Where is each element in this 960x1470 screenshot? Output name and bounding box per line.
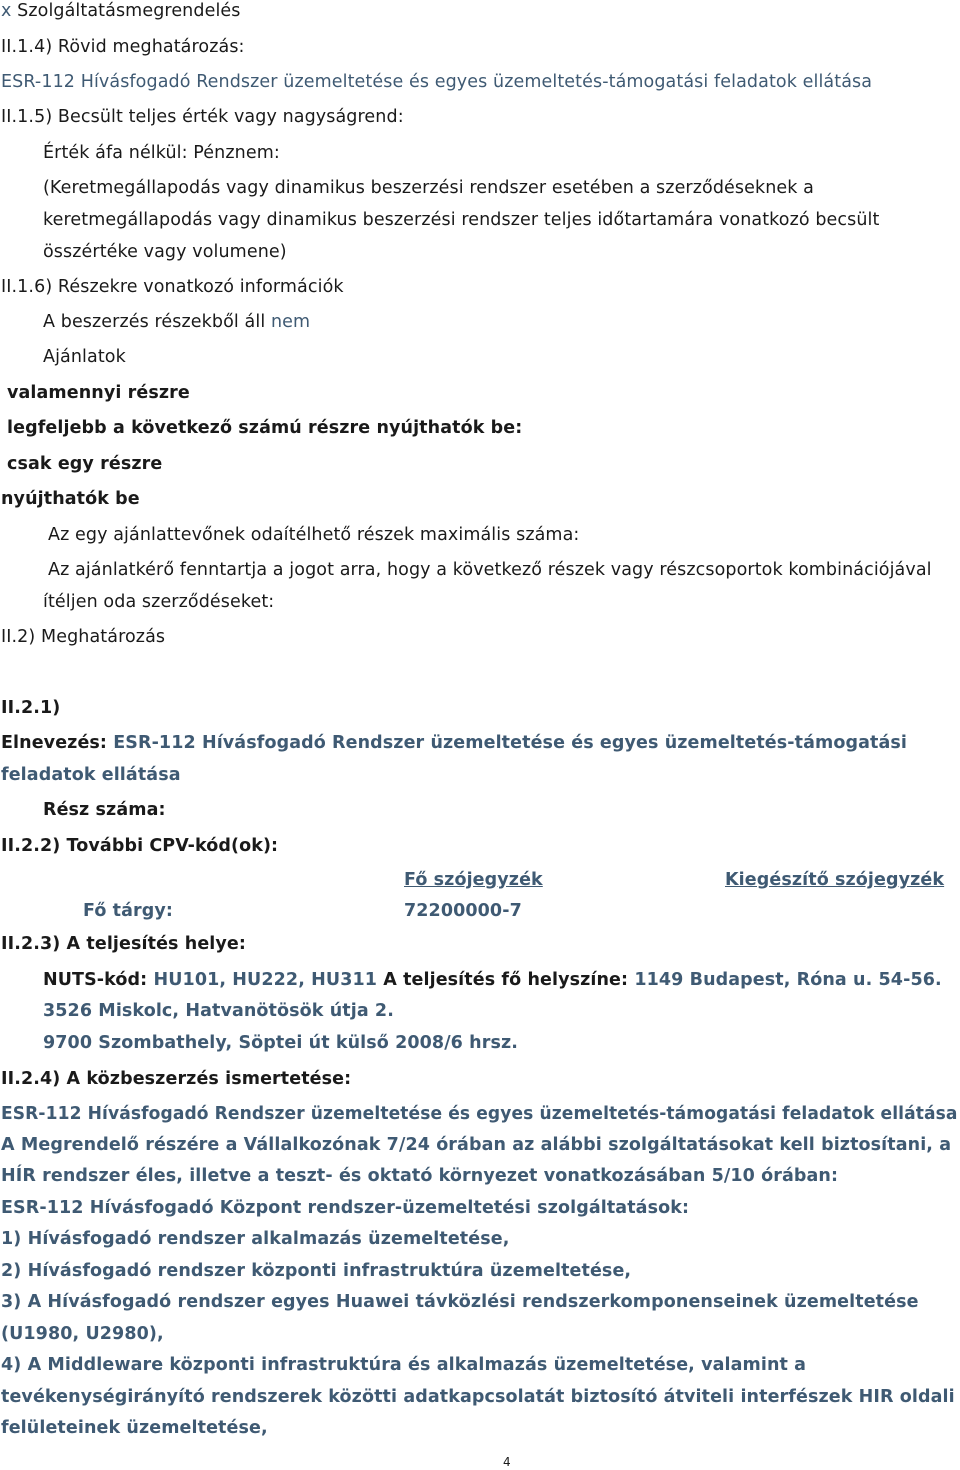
place-value: 1149 Budapest, Róna u. 54-56. — [634, 970, 942, 990]
ii-2-1-heading: II.2.1) — [1, 698, 61, 718]
description-line: 3) A Hívásfogadó rendszer egyes Huawei távközlési rendszerkomponenseinek üzemeltetése — [1, 1292, 919, 1312]
cpv-main-vocab-header: Fő szójegyzék — [404, 870, 543, 890]
description-line: ESR-112 Hívásfogadó Rendszer üzemeltetése és egyes üzemeltetés-támogatási feladatok ellátása — [1, 1104, 958, 1124]
description-line: 4) A Middleware központi infrastruktúra és alkalmazás üzemeltetése, valamint a — [1, 1355, 807, 1375]
ii-1-4-text: ESR-112 Hívásfogadó Rendszer üzemeltetése és egyes üzemeltetés-támogatási feladatok ellátása — [1, 72, 873, 92]
parts-value: nem — [270, 312, 311, 332]
ii-2-4-heading: II.2.4) A közbeszerzés ismertetése: — [1, 1069, 352, 1089]
place-label: A teljesítés fő helyszíne: — [383, 970, 629, 990]
parts-label: A beszerzés részekből áll — [43, 312, 266, 332]
nuts-value: HU101, HU222, HU311 — [153, 970, 378, 990]
cpv-supp-vocab-header: Kiegészítő szójegyzék — [725, 870, 945, 890]
framework-note-line: keretmegállapodás vagy dinamikus beszerzési rendszer teljes időtartamára vonatkozó becsült — [43, 210, 880, 230]
main-object-label: Fő tárgy: — [83, 901, 173, 921]
ii-1-4-heading: II.1.4) Rövid meghatározás: — [1, 37, 245, 57]
checkbox-marker: x — [1, 1, 12, 21]
framework-note-line: összértéke vagy volumene) — [43, 242, 287, 262]
max-parts-label: Az egy ajánlattevőnek odaítélhető részek maximális száma: — [48, 525, 580, 545]
description-line: felületeinek üzemeltetése, — [1, 1418, 268, 1438]
part-number-label: Rész száma: — [43, 800, 166, 820]
section-title: Szolgáltatásmegrendelés — [17, 1, 241, 21]
description-line: HÍR rendszer éles, illetve a teszt- és oktató környezet vonatkozásában 5/10 órában: — [1, 1166, 839, 1186]
description-line: ESR-112 Hívásfogadó Központ rendszer-üzemeltetési szolgáltatások: — [1, 1198, 690, 1218]
ii-2-2-heading: II.2.2) További CPV-kód(ok): — [1, 836, 279, 856]
page-number: 4 — [503, 1455, 511, 1469]
address-line: 9700 Szombathely, Söptei út külső 2008/6 hrsz. — [43, 1033, 518, 1053]
description-line: A Megrendelő részére a Vállalkozónak 7/24 órában az alábbi szolgáltatásokat kell biztosítani, a — [1, 1135, 952, 1155]
name-value-cont: feladatok ellátása — [1, 765, 181, 785]
description-line: 1) Hívásfogadó rendszer alkalmazás üzemeltetése, — [1, 1229, 510, 1249]
ii-1-5-heading: II.1.5) Becsült teljes érték vagy nagyságrend: — [1, 107, 404, 127]
reserve-right-line: Az ajánlatkérő fenntartja a jogot arra, hogy a következő részek vagy részcsoportok kombinációjával — [48, 560, 932, 580]
name-value: ESR-112 Hívásfogadó Rendszer üzemeltetése és egyes üzemeltetés-támogatási — [113, 733, 908, 753]
nuts-label: NUTS-kód: — [43, 970, 148, 990]
ii-2-heading: II.2) Meghatározás — [1, 627, 166, 647]
description-line: tevékenységirányító rendszerek közötti adatkapcsolatát biztosító átviteli interfészek HIR oldali — [1, 1387, 955, 1407]
value-label: Érték áfa nélkül: Pénznem: — [43, 143, 280, 163]
submit-label: nyújthatók be — [1, 489, 140, 509]
framework-note-line: (Keretmegállapodás vagy dinamikus beszerzési rendszer esetében a szerződéseknek a — [43, 178, 814, 198]
ii-1-6-heading: II.1.6) Részekre vonatkozó információk — [1, 277, 344, 297]
parts-line — [43, 311, 310, 333]
description-line: 2) Hívásfogadó rendszer központi infrastruktúra üzemeltetése, — [1, 1261, 632, 1281]
option-max-parts: legfeljebb a következő számú részre nyújthatók be: — [7, 418, 523, 438]
nuts-line — [43, 969, 942, 991]
option-one-part: csak egy részre — [7, 454, 163, 474]
section-header-line — [1, 0, 241, 22]
ii-2-3-heading: II.2.3) A teljesítés helye: — [1, 934, 246, 954]
offers-label: Ajánlatok — [43, 347, 126, 367]
option-all-parts: valamennyi részre — [7, 383, 190, 403]
address-line: 3526 Miskolc, Hatvanötösök útja 2. — [43, 1001, 394, 1021]
name-line — [1, 732, 907, 754]
description-line: (U1980, U2980), — [1, 1324, 164, 1344]
name-label: Elnevezés: — [1, 733, 108, 753]
cpv-main-code: 72200000-7 — [404, 901, 522, 921]
reserve-right-line: ítéljen oda szerződéseket: — [43, 592, 275, 612]
